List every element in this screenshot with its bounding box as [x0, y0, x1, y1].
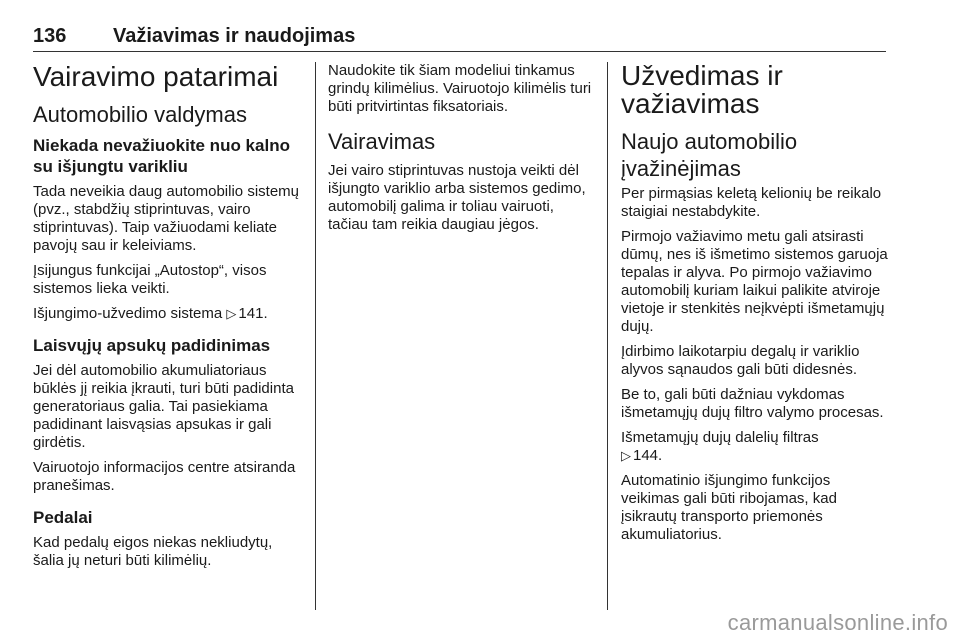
section-title-starting-operating: Užvedimas ir važiavimas	[621, 60, 783, 119]
column-2	[328, 62, 594, 241]
paragraph: Pirmojo važiavimo metu gali atsirasti dūmų, nes iš išmetimo sistemos garuoja tepalas ir alyva. Po pirmojo važiavimo automobilį kuriam laikui palikite atviroje vietoje ir stenkitės neįkvėpti išmetamųjų dujų.	[621, 228, 888, 335]
heading-pedals: Pedalai	[33, 508, 93, 527]
page-header	[33, 25, 886, 52]
heading-no-coasting: Niekada nevažiuokite nuo kalno su išjungtu varikliu	[33, 136, 290, 176]
paragraph-with-reference	[621, 429, 889, 465]
subsection-title-steering: Vairavimas	[328, 129, 436, 154]
heading-idle-speed: Laisvųjų apsukų padidinimas	[33, 336, 271, 355]
paragraph: Jei dėl automobilio akumuliatoriaus būklės jį reikia įkrauti, turi būti padidinta generatoriaus galia. Tai pasiekiama padidinant laisvąsias apsukas ir gali girdėtis.	[33, 362, 294, 451]
paragraph: Kad pedalų eigos niekas nekliudytų, šalia jų neturi būti kilimėlių.	[33, 534, 273, 569]
paragraph: Įsijungus funkcijai „Autostop“, visos sistemos lieka veikti.	[33, 262, 267, 297]
paragraph: Be to, gali būti dažniau vykdomas išmetamųjų dujų filtro valymo procesas.	[621, 386, 884, 421]
reference-text: Išjungimo-užvedimo sistema	[33, 305, 223, 322]
watermark: carmanualsonline.info	[727, 610, 948, 635]
page-reference[interactable]: 141.	[238, 305, 268, 322]
column-divider-1	[315, 62, 316, 610]
column-divider-2	[607, 62, 608, 610]
page-number: 136	[33, 25, 67, 47]
paragraph: Tada neveikia daug automobilio sistemų (pvz., stabdžių stiprintuvas, vairo stiprintuvas). Taip važiuodami keliate pavojų sau ir keleiviams.	[33, 183, 299, 254]
column-1	[33, 62, 301, 577]
column-3	[621, 62, 889, 551]
paragraph: Įdirbimo laikotarpiu degalų ir variklio alyvos sąnaudos gali būti didesnės.	[621, 343, 860, 378]
paragraph: Automatinio išjungimo funkcijos veikimas gali būti ribojamas, kad įsikrautų transporto priemonės akumuliatorius.	[621, 472, 837, 543]
section-title-driving-hints: Vairavimo patarimai	[33, 61, 279, 92]
subsection-title-new-vehicle-running-in: Naujo automobilio įvažinėjimas	[621, 129, 798, 181]
page-reference[interactable]: 144.	[633, 447, 663, 464]
paragraph: Per pirmąsias keletą kelionių be reikalo staigiai nestabdykite.	[621, 185, 882, 220]
chapter-title: Važiavimas ir naudojimas	[113, 25, 356, 47]
reference-arrow-icon: ▷	[226, 306, 237, 321]
reference-arrow-icon: ▷	[621, 448, 631, 463]
paragraph-with-reference	[33, 305, 301, 323]
paragraph: Naudokite tik šiam modeliui tinkamus grindų kilimėlius. Vairuotojo kilimėlis turi būti pritvirtintas fiksatoriais.	[328, 62, 592, 115]
paragraph: Jei vairo stiprintuvas nustoja veikti dėl išjungto variklio arba sistemos gedimo, automobilį galima ir toliau vairuoti, tačiau tam reikia daugiau jėgos.	[328, 162, 586, 233]
subsection-title-vehicle-control: Automobilio valdymas	[33, 102, 247, 127]
paragraph: Vairuotojo informacijos centre atsiranda pranešimas.	[33, 459, 296, 494]
reference-text: Išmetamųjų dujų dalelių filtras	[621, 429, 819, 446]
